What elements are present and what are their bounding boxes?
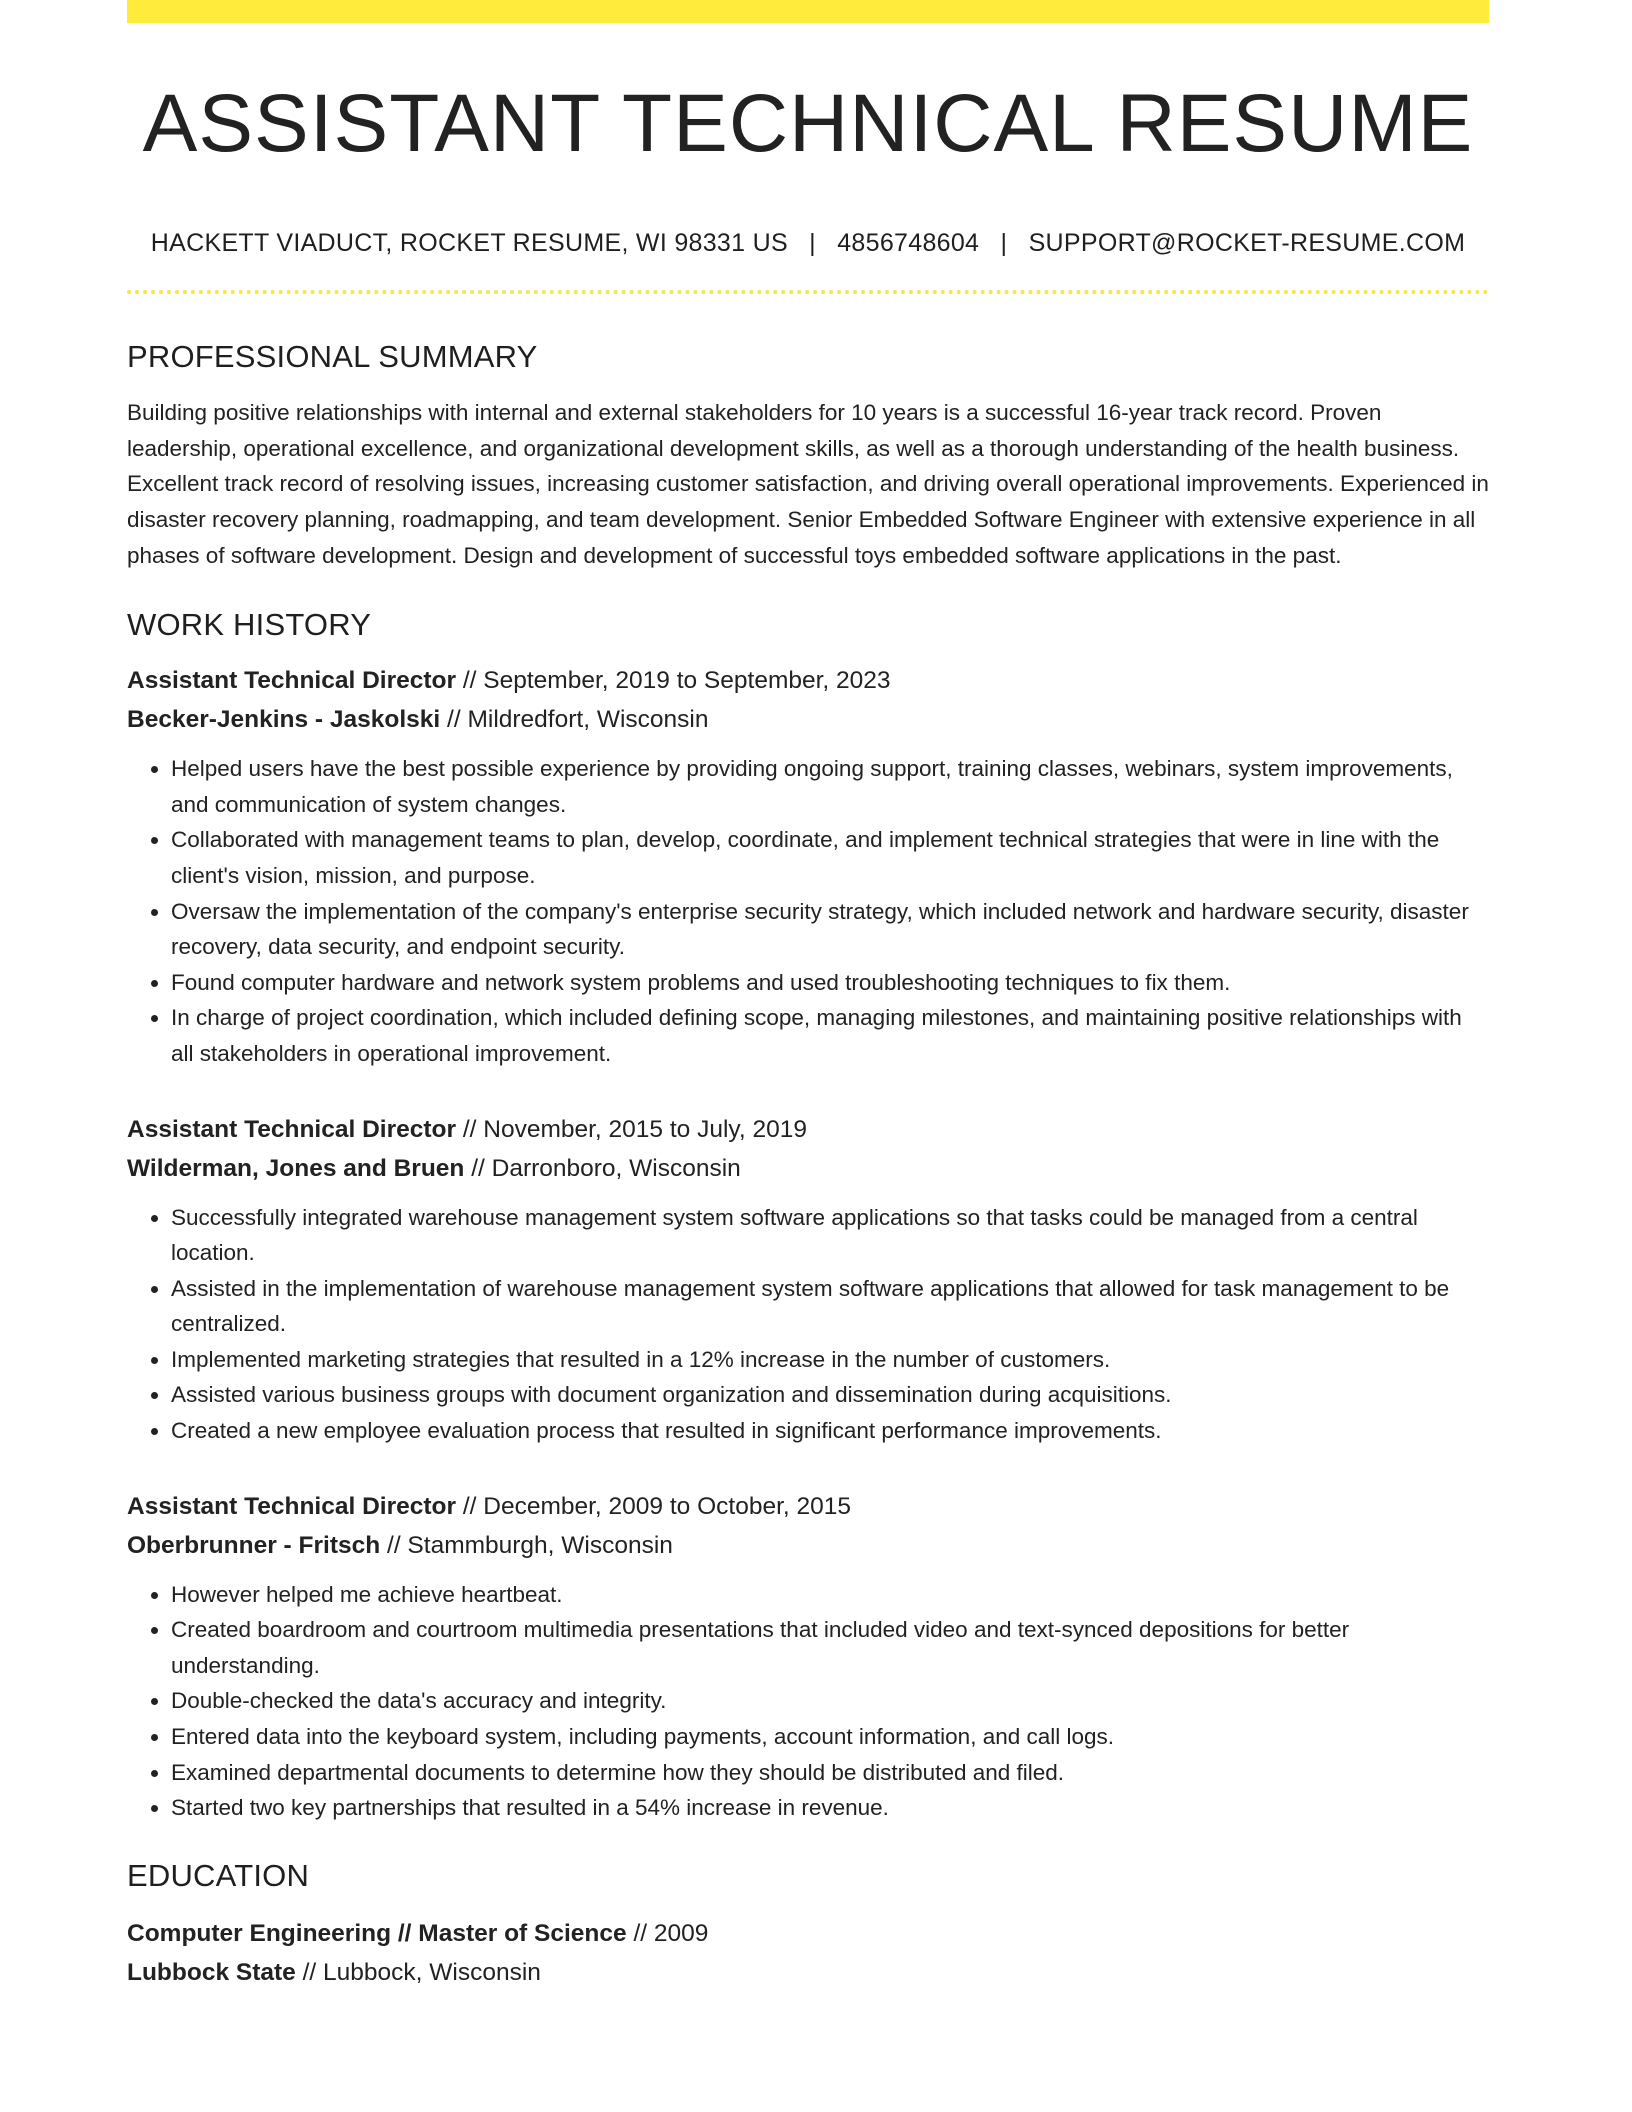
contact-address: HACKETT VIADUCT, ROCKET RESUME, WI 98331 US (150, 229, 788, 258)
job-bullet: • Entered data into the keyboard system, including payments, account information, and call logs. (171, 1719, 1489, 1755)
job-bullet: • Found computer hardware and network system problems and used troubleshooting techniques to fix them. (171, 965, 1489, 1001)
job-bullet: • Assisted in the implementation of warehouse management system software applications that allowed for task management to be centralized. (171, 1271, 1489, 1342)
job-bullet: • Collaborated with management teams to plan, develop, coordinate, and implement technical strategies that were in line with the client's vision, mission, and purpose. (171, 822, 1489, 893)
education-degree-line (127, 1914, 1489, 1953)
accent-bar (127, 0, 1489, 23)
education-year: // 2009 (626, 1919, 709, 1947)
summary-text: Building positive relationships with internal and external stakeholders for 10 years is a successful 16-year track record. Proven leadership, operational excellence, and organizational development skills, as well as a thorough understanding of the health business. Excellent track record of resolving issues, increasing customer satisfaction, and driving overall operational improvements. Experienced in disaster recovery planning, roadmapping, and team development. Senior Embedded Software Engineer with extensive experience in all phases of software development. Design and development of successful toys embedded software applications in the past. (127, 400, 1489, 568)
job-bullet: • In charge of project coordination, which included defining scope, managing milestones, and maintaining positive relationships with all stakeholders in operational improvement. (171, 1000, 1489, 1071)
job-location: // Mildredfort, Wisconsin (440, 706, 709, 734)
education-entry (127, 1914, 1489, 1992)
education-heading: EDUCATION (127, 1857, 310, 1893)
job-bullet: • Created a new employee evaluation process that resulted in significant performance improvements. (171, 1413, 1489, 1449)
job-bullet: • Started two key partnerships that resulted in a 54% increase in revenue. (171, 1790, 1489, 1826)
contact-phone: 4856748604 (837, 229, 980, 258)
job-dates: // November, 2015 to July, 2019 (456, 1115, 807, 1143)
job-company: Becker-Jenkins - Jaskolski (127, 706, 441, 734)
contact-line (127, 229, 1489, 258)
job-title: Assistant Technical Director (127, 1492, 457, 1520)
job-bullets (127, 751, 1489, 1071)
job-bullets (127, 1200, 1489, 1449)
job-bullet: • Successfully integrated warehouse management system software applications so that tasks could be managed from a central location. (171, 1200, 1489, 1271)
job-entry (127, 1487, 1489, 1826)
job-company: Oberbrunner - Fritsch (127, 1531, 381, 1559)
contact-separator: | (1000, 229, 1008, 258)
job-company-line (127, 1149, 1489, 1188)
job-bullet: • Assisted various business groups with document organization and dissemination during acquisitions. (171, 1377, 1489, 1413)
education-degree: Computer Engineering // Master of Science (127, 1919, 627, 1947)
job-entry (127, 1110, 1489, 1449)
job-title: Assistant Technical Director (127, 667, 457, 695)
job-bullet: • Implemented marketing strategies that resulted in a 12% increase in the number of customers. (171, 1342, 1489, 1378)
contact-separator: | (809, 229, 816, 258)
resume-page (127, 0, 1489, 1992)
job-title-line (127, 1110, 1489, 1149)
education-school: Lubbock State (127, 1958, 296, 1986)
job-title-line (127, 1487, 1489, 1526)
job-bullets (127, 1577, 1489, 1826)
header-divider (127, 290, 1489, 294)
job-location: // Darronboro, Wisconsin (464, 1154, 741, 1182)
job-company-line (127, 700, 1489, 739)
job-location: // Stammburgh, Wisconsin (380, 1531, 673, 1559)
contact-email: SUPPORT@ROCKET-RESUME.COM (1028, 229, 1466, 258)
job-dates: // December, 2009 to October, 2015 (456, 1492, 852, 1520)
job-bullet: • Double-checked the data's accuracy and integrity. (171, 1683, 1489, 1719)
resume-title: ASSISTANT TECHNICAL RESUME (142, 78, 1474, 169)
job-bullet: • Examined departmental documents to determine how they should be distributed and filed. (171, 1755, 1489, 1791)
job-company-line (127, 1526, 1489, 1565)
job-company: Wilderman, Jones and Bruen (127, 1154, 465, 1182)
job-bullet: • However helped me achieve heartbeat. (171, 1577, 1489, 1613)
job-entry (127, 661, 1489, 1071)
summary-heading: PROFESSIONAL SUMMARY (127, 339, 538, 375)
job-bullet: • Created boardroom and courtroom multimedia presentations that included video and text-synced depositions for better understanding. (171, 1612, 1489, 1683)
job-bullet: • Helped users have the best possible experience by providing ongoing support, training classes, webinars, system improvements, and communication of system changes. (171, 751, 1489, 822)
education-school-line (127, 1953, 1489, 1992)
job-title-line (127, 661, 1489, 700)
job-dates: // September, 2019 to September, 2023 (456, 667, 891, 695)
work-history-heading: WORK HISTORY (127, 607, 372, 643)
job-bullet: • Oversaw the implementation of the company's enterprise security strategy, which included network and hardware security, disaster recovery, data security, and endpoint security. (171, 894, 1489, 965)
education-location: // Lubbock, Wisconsin (295, 1958, 541, 1986)
job-title: Assistant Technical Director (127, 1115, 457, 1143)
